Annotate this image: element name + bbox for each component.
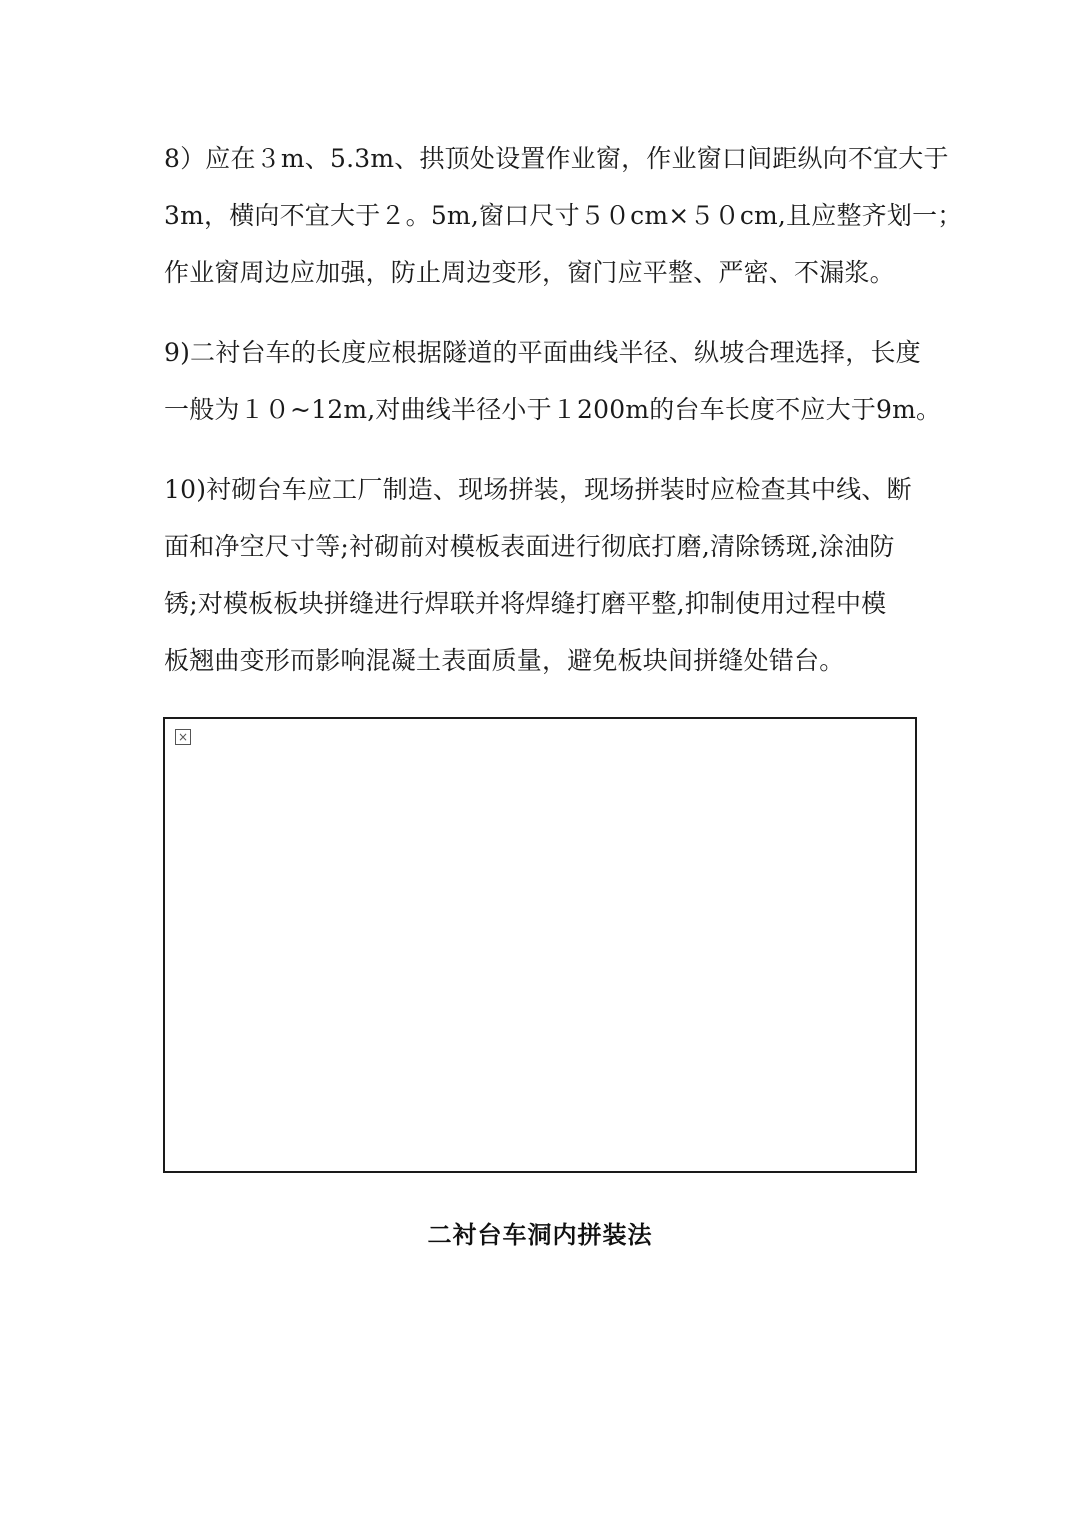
- paragraph-item-10: [164, 461, 916, 689]
- text-line: 3m，横向不宜大于２。5m,窗口尺寸５０cm×５０cm,且应整齐划一；: [164, 201, 963, 230]
- text-line: 9)二衬台车的长度应根据隧道的平面曲线半径、纵坡合理选择，长度: [164, 338, 921, 367]
- paragraph-item-8: [164, 130, 963, 301]
- text-line: 锈;对模板板块拼缝进行焊联并将焊缝打磨平整,抑制使用过程中模: [164, 589, 887, 618]
- text-line: 10)衬砌台车应工厂制造、现场拼装，现场拼装时应检查其中线、断: [164, 475, 912, 504]
- text-line: 8）应在３m、5.3m、拱顶处设置作业窗，作业窗口间距纵向不宜大于: [164, 144, 949, 173]
- image-placeholder: [163, 717, 917, 1173]
- figure-caption: 二衬台车洞内拼装法: [427, 1221, 653, 1249]
- text-line: 板翘曲变形而影响混凝土表面质量，避免板块间拼缝处错台。: [164, 646, 845, 675]
- text-line: 一般为１０~12m,对曲线半径小于１200m的台车长度不应大于9m。: [164, 395, 942, 424]
- document-body: [164, 130, 963, 689]
- text-line: 面和净空尺寸等;衬砌前对模板表面进行彻底打磨,清除锈斑,涂油防: [164, 532, 895, 561]
- text-line: 作业窗周边应加强，防止周边变形，窗门应平整、严密、不漏浆。: [164, 258, 895, 287]
- broken-image-icon: ×: [175, 729, 191, 745]
- paragraph-item-9: [164, 324, 942, 438]
